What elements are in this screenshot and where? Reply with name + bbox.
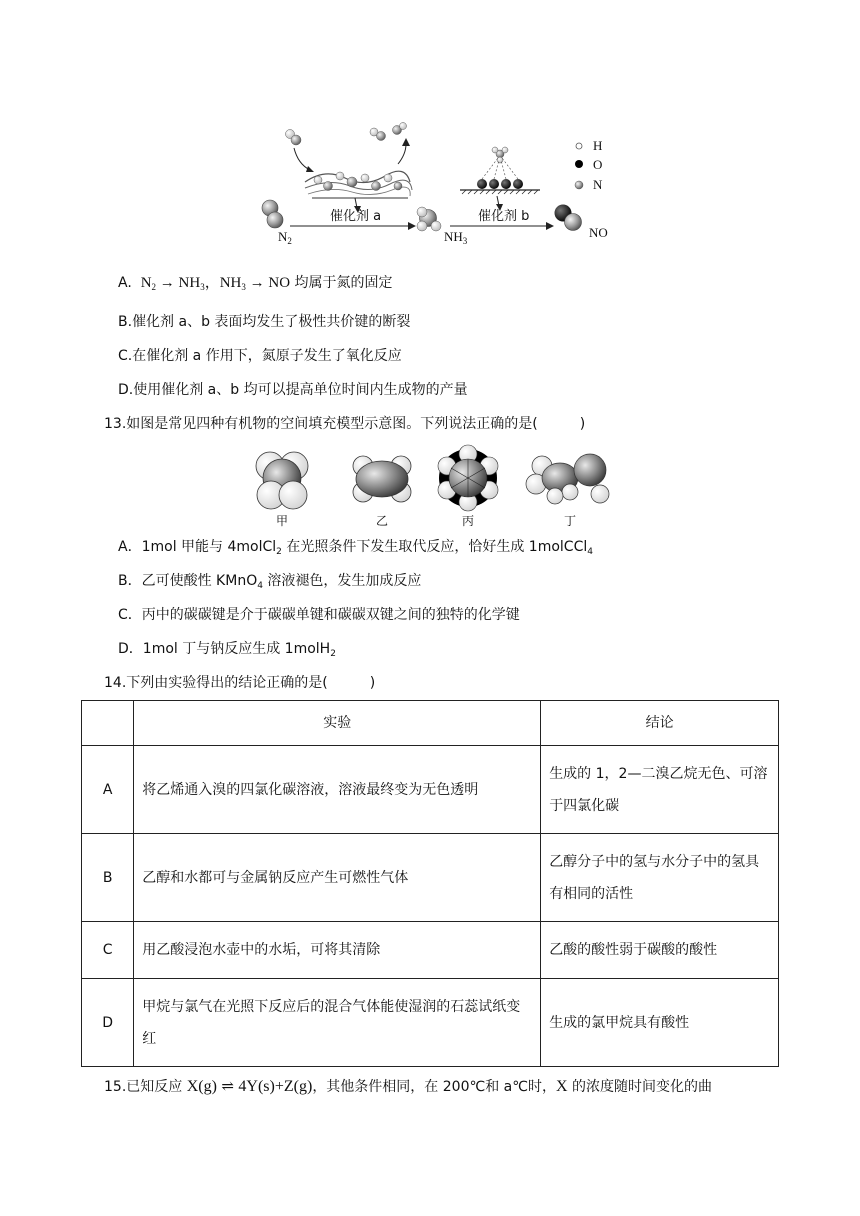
table-row xyxy=(82,834,779,922)
legend-n-label: N xyxy=(593,177,603,192)
table-row xyxy=(82,746,779,834)
q14-title: 14.下列由实验得出的结论正确的是( ) xyxy=(104,675,376,691)
row-experiment: 甲烷与氯气在光照下反应后的混合气体能使湿润的石蕊试纸变红 xyxy=(134,979,541,1067)
row-experiment: 用乙酸浸泡水壶中的水垢，可将其清除 xyxy=(134,922,541,979)
row-key: C xyxy=(82,922,134,979)
nh3-molecule xyxy=(417,207,441,231)
model-label-jia: 甲 xyxy=(276,514,289,528)
model-label-bing: 丙 xyxy=(462,514,475,528)
row-conclusion: 生成的 1，2—二溴乙烷无色、可溶于四氯化碳 xyxy=(541,746,779,834)
n2-label: $N_2$ xyxy=(278,229,292,246)
q15-stem: 15.已知反应 X(g) ⇌ 4Y(s)+Z(g)，其他条件相同，在 200℃和 a℃时，X 的浓度随时间变化的曲 xyxy=(104,1078,712,1095)
legend xyxy=(575,143,583,189)
q12-option-d: D.使用催化剂 a、b 均可以提高单位时间内生成物的产量 xyxy=(118,382,468,398)
n2-molecule xyxy=(262,200,283,228)
catalyst-b-label: 催化剂 b xyxy=(478,209,530,224)
model-ethanol xyxy=(526,454,609,504)
legend-o-label: O xyxy=(593,157,603,172)
catalyst-a-label: 催化剂 a xyxy=(330,209,382,224)
row-key: B xyxy=(82,834,134,922)
q12-option-c: C.在催化剂 a 作用下，氮原子发生了氧化反应 xyxy=(118,348,402,364)
catalyst-a-surface xyxy=(286,123,413,214)
q12-option-b: B.催化剂 a、b 表面均发生了极性共价键的断裂 xyxy=(118,314,411,330)
model-label-ding: 丁 xyxy=(564,514,577,528)
no-molecule xyxy=(555,205,582,231)
row-key: A xyxy=(82,746,134,834)
row-conclusion: 乙酸的酸性弱于碳酸的酸性 xyxy=(541,922,779,979)
row-experiment: 将乙烯通入溴的四氯化碳溶液，溶液最终变为无色透明 xyxy=(134,746,541,834)
q13-option-b: B．乙可使酸性 KMnO$_4$ 溶液褪色，发生加成反应 xyxy=(118,573,422,591)
row-conclusion: 生成的氯甲烷具有酸性 xyxy=(541,979,779,1067)
table-row xyxy=(82,979,779,1067)
row-conclusion: 乙醇分子中的氢与水分子中的氢具有相同的活性 xyxy=(541,834,779,922)
header-cell-key xyxy=(82,701,134,746)
row-key: D xyxy=(82,979,134,1067)
model-ethylene xyxy=(353,456,411,502)
nh3-label: $NH_3$ xyxy=(444,229,468,246)
q14-table xyxy=(81,700,779,1067)
equilibrium-arrow-icon: ⇌ xyxy=(221,1079,234,1095)
no-label: NO xyxy=(589,225,608,240)
header-cell-conclusion: 结论 xyxy=(541,701,779,746)
q13-option-d: D．1mol 丁与钠反应生成 1molH$_2$ xyxy=(118,641,336,659)
legend-h-label: H xyxy=(593,138,603,153)
q13-title: 13.如图是常见四种有机物的空间填充模型示意图。下列说法正确的是( ) xyxy=(104,416,586,432)
q13-option-a: A．1mol 甲能与 4molCl$_2$ 在光照条件下发生取代反应，恰好生成 1molCCl$_4$ xyxy=(118,539,593,557)
catalysis-diagram xyxy=(250,120,620,250)
row-experiment: 乙醇和水都可与金属钠反应产生可燃性气体 xyxy=(134,834,541,922)
model-methane xyxy=(256,452,308,509)
table-row xyxy=(82,922,779,979)
q13-option-c: C．丙中的碳碳键是介于碳碳单键和碳碳双键之间的独特的化学键 xyxy=(118,607,520,623)
model-label-yi: 乙 xyxy=(376,514,389,528)
q12-option-a: A. $N_2 \to NH_3$，$NH_3$ → NO 均属于氮的固定 xyxy=(118,275,393,292)
table-header-row xyxy=(82,701,779,746)
catalyst-b-surface xyxy=(460,147,540,211)
model-benzene xyxy=(438,445,498,511)
header-cell-experiment: 实验 xyxy=(134,701,541,746)
